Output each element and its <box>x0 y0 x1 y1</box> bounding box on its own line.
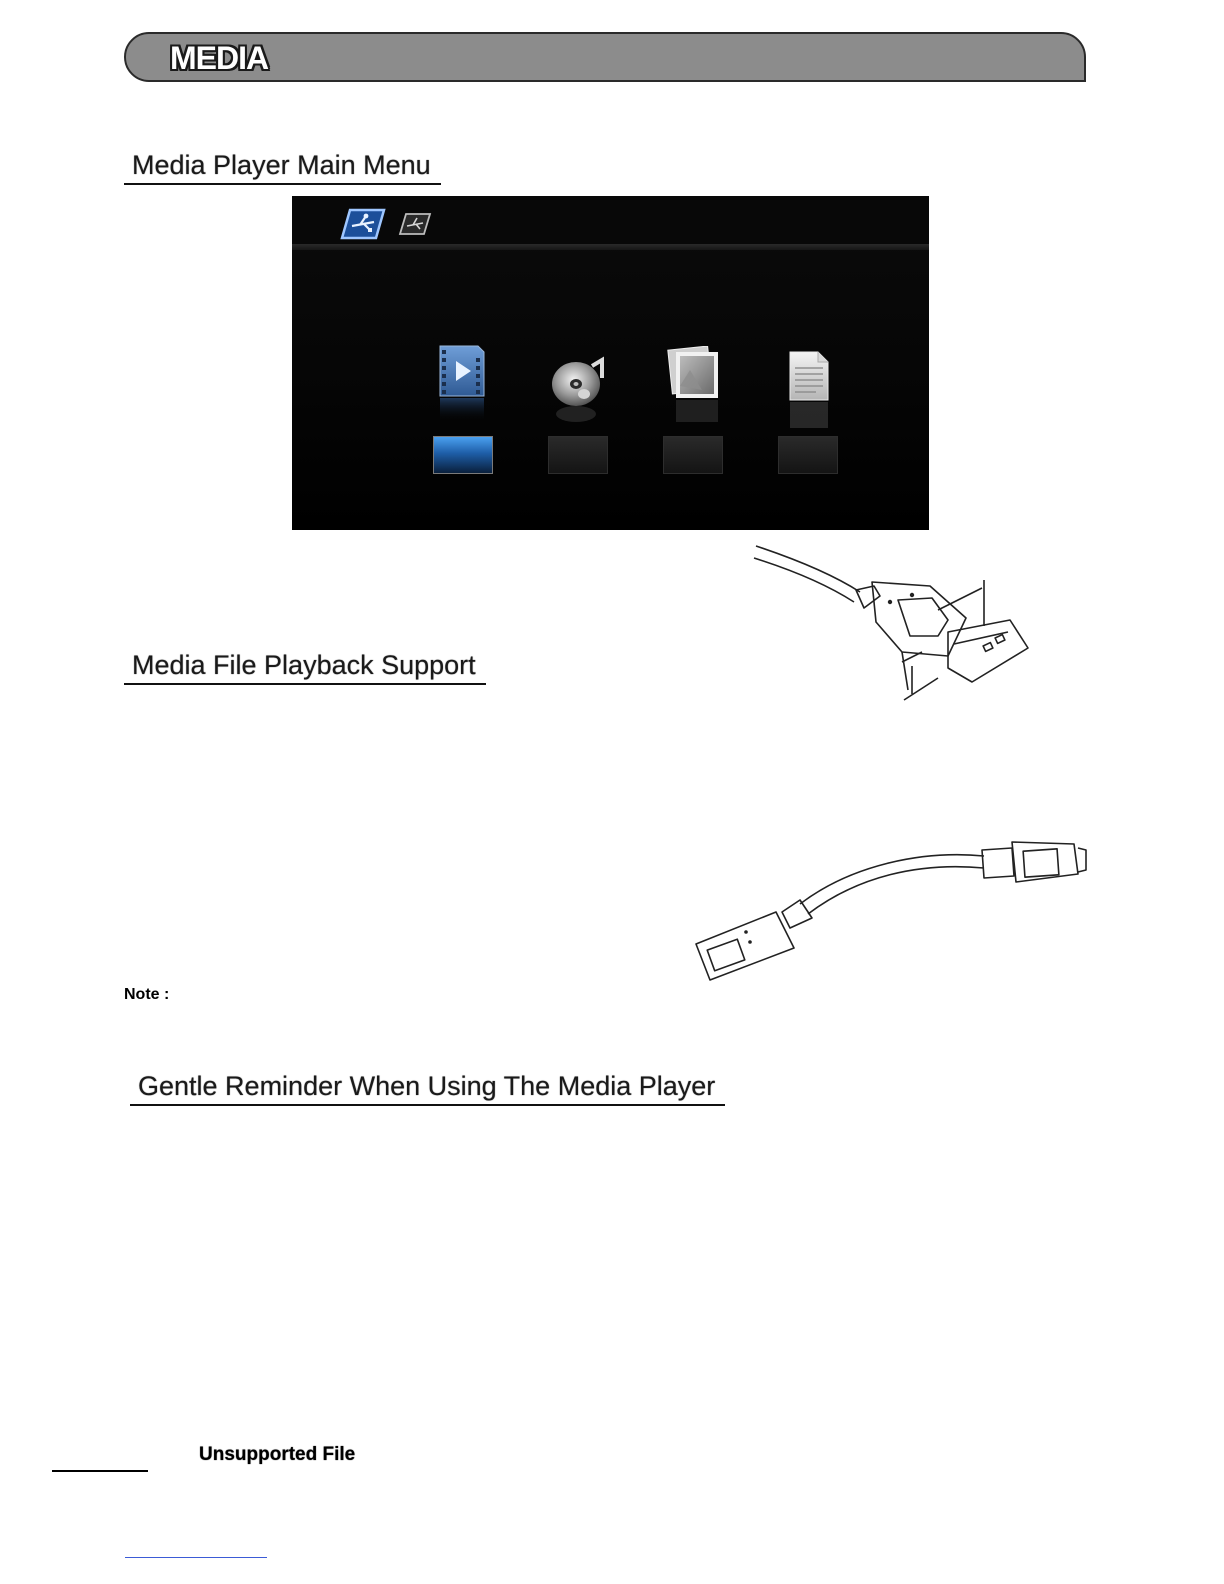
photo-tile[interactable] <box>663 436 723 474</box>
text-tile[interactable] <box>778 436 838 474</box>
section-heading-main-menu: Media Player Main Menu <box>124 150 441 185</box>
link-underline <box>125 1557 267 1558</box>
music-icon[interactable] <box>550 356 608 426</box>
unsupported-file-label: Unsupported File <box>199 1444 356 1465</box>
media-player-screenshot <box>292 196 929 530</box>
usb-device-icon-small[interactable] <box>398 211 432 237</box>
usb-device-icon[interactable] <box>340 206 386 242</box>
music-tile[interactable] <box>548 436 608 474</box>
divider-rule <box>52 1470 148 1472</box>
section-heading-playback-support: Media File Playback Support <box>124 650 486 685</box>
page-title: MEDIA <box>170 40 269 76</box>
screen-divider <box>292 244 929 250</box>
movie-icon[interactable] <box>438 344 486 424</box>
movie-tile[interactable] <box>433 436 493 474</box>
page-header-banner <box>124 32 1086 82</box>
text-icon[interactable] <box>788 350 830 430</box>
note-label: Note : <box>124 986 170 1003</box>
usb-extension-cable-illustration <box>690 836 1090 986</box>
usb-plug-illustration <box>752 540 1042 710</box>
photo-icon[interactable] <box>666 346 720 424</box>
section-heading-reminder: Gentle Reminder When Using The Media Player <box>130 1071 725 1106</box>
screen-top-bar <box>292 196 929 244</box>
